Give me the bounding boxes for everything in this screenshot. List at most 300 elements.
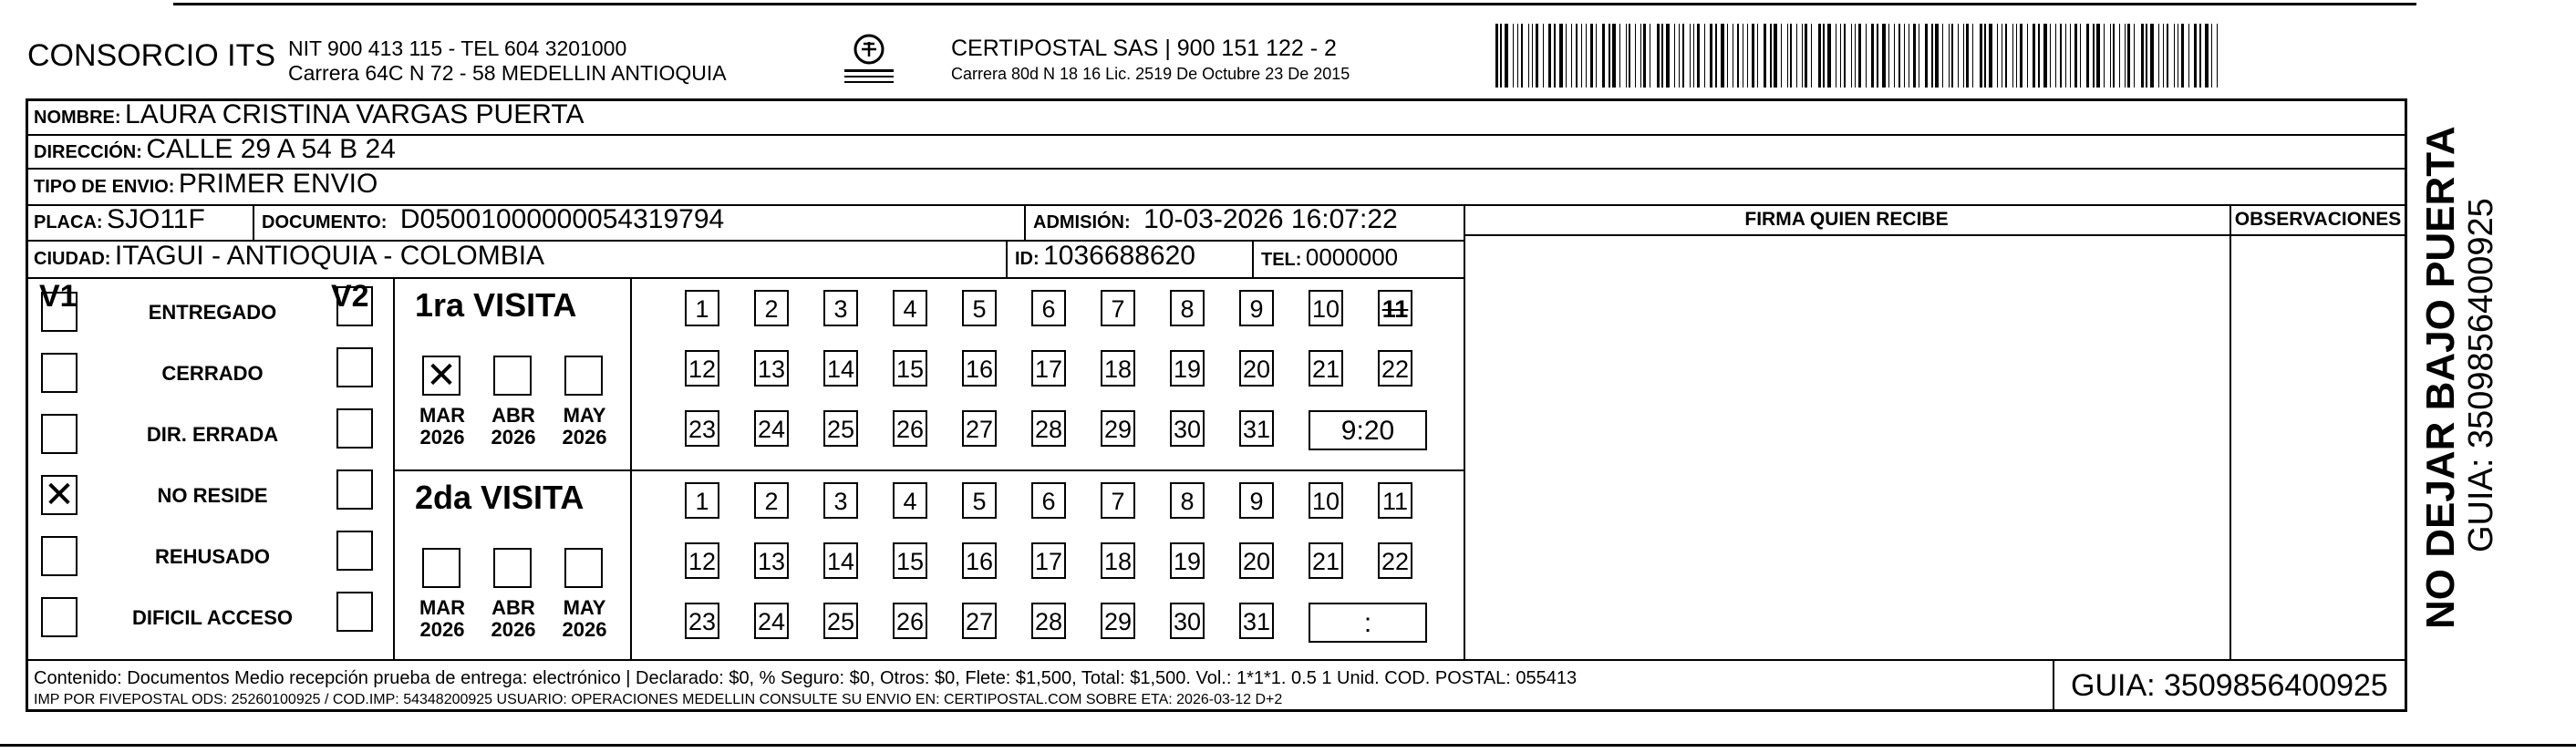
v1-header: V1 bbox=[39, 279, 78, 314]
col-divider bbox=[2053, 659, 2054, 712]
day-box[interactable] bbox=[962, 350, 997, 387]
barcode-bar bbox=[2205, 24, 2209, 88]
day-number: 19 bbox=[1173, 548, 1202, 575]
barcode-bar bbox=[1532, 24, 1533, 88]
barcode-bar bbox=[1566, 24, 1567, 88]
barcode-bar bbox=[2110, 24, 2111, 88]
day-box[interactable] bbox=[1170, 542, 1205, 579]
day-box[interactable] bbox=[823, 290, 858, 326]
day-box[interactable] bbox=[1101, 482, 1135, 519]
barcode-bar bbox=[1855, 24, 1856, 88]
barcode-bar bbox=[2038, 24, 2040, 88]
day-box[interactable] bbox=[893, 482, 927, 519]
day-box[interactable] bbox=[962, 290, 997, 326]
day-number: 22 bbox=[1381, 548, 1410, 575]
day-number: 23 bbox=[688, 608, 717, 635]
barcode-bar bbox=[1704, 24, 1705, 88]
col-divider bbox=[1464, 204, 1465, 659]
day-box[interactable] bbox=[1101, 350, 1135, 387]
barcode-bar bbox=[1963, 24, 1964, 88]
month-label bbox=[415, 597, 470, 641]
barcode-bar bbox=[2134, 24, 2135, 88]
imp-text: IMP POR FIVEPOSTAL ODS: 25260100925 / COD.IMP: 54348200925 USUARIO: OPERACIONES MEDELLIN CONSULTE SU ENVIO EN: CERTIPOSTAL.COM SOBRE ETA: 2026-03-12 D+2 bbox=[34, 692, 1283, 707]
day-number: 18 bbox=[1103, 356, 1133, 383]
barcode-bar bbox=[1925, 24, 1928, 88]
status-v2-checkbox[interactable] bbox=[336, 408, 373, 449]
barcode-bar bbox=[1752, 24, 1754, 88]
day-box[interactable] bbox=[754, 603, 789, 639]
month-checkbox[interactable] bbox=[493, 356, 532, 396]
id-value: 1036688620 bbox=[1043, 241, 1195, 271]
status-option-label: NO RESIDE bbox=[157, 484, 268, 507]
barcode-bar bbox=[1626, 24, 1627, 88]
month-year: 2026 bbox=[419, 618, 465, 641]
day-box[interactable] bbox=[1378, 482, 1412, 519]
col-divider bbox=[1252, 240, 1254, 277]
col-divider bbox=[2229, 204, 2231, 659]
barcode-bar bbox=[1770, 24, 1772, 88]
month-label bbox=[557, 597, 612, 641]
barcode-bar bbox=[2113, 24, 2115, 88]
day-box[interactable] bbox=[1031, 603, 1066, 639]
barcode-bar bbox=[2080, 24, 2081, 88]
visit-title: 2da VISITA bbox=[415, 479, 585, 516]
row-divider bbox=[28, 277, 1464, 279]
tipo-value: PRIMER ENVIO bbox=[178, 169, 378, 199]
barcode-bar bbox=[1495, 24, 1498, 88]
day-number: 12 bbox=[688, 356, 717, 383]
barcode-bar bbox=[1966, 24, 1969, 88]
barcode-bar bbox=[1840, 24, 1841, 88]
day-box[interactable] bbox=[754, 542, 789, 579]
day-box[interactable] bbox=[1170, 350, 1205, 387]
day-box[interactable] bbox=[685, 542, 719, 579]
admision-value: 10-03-2026 16:07:22 bbox=[1143, 204, 1398, 234]
day-number: 14 bbox=[826, 356, 855, 383]
barcode-bar bbox=[1997, 24, 1998, 88]
barcode-bar bbox=[1827, 24, 1831, 88]
month-checkbox[interactable] bbox=[564, 548, 603, 588]
col-divider bbox=[2405, 101, 2406, 659]
visit-time-field[interactable]: : bbox=[1309, 603, 1427, 643]
certipostal-logo bbox=[837, 29, 901, 86]
day-box[interactable] bbox=[823, 350, 858, 387]
barcode-bar bbox=[2104, 24, 2105, 88]
day-number: 27 bbox=[965, 416, 994, 443]
status-option-label: CERRADO bbox=[161, 362, 264, 385]
top-rule bbox=[173, 3, 2416, 5]
barcode-bar bbox=[2074, 24, 2077, 88]
col-divider bbox=[1006, 240, 1008, 277]
month-year: 2026 bbox=[562, 618, 607, 641]
day-number: 10 bbox=[1311, 488, 1340, 515]
barcode-bar bbox=[2016, 24, 2017, 88]
day-number: 4 bbox=[903, 295, 917, 323]
day-number: 29 bbox=[1103, 416, 1133, 443]
day-number: 9 bbox=[1249, 488, 1264, 515]
barcode-bar bbox=[1951, 24, 1953, 88]
day-number: 11 bbox=[1381, 488, 1409, 515]
barcode-bar bbox=[1635, 24, 1636, 88]
day-number: 21 bbox=[1311, 548, 1340, 575]
status-v1-checkbox[interactable]: ✕ bbox=[41, 475, 78, 515]
placa-value: SJO11F bbox=[107, 204, 205, 234]
shipment-form bbox=[26, 98, 2407, 712]
barcode-bar bbox=[1619, 24, 1620, 88]
admision-label: ADMISIÓN: bbox=[1033, 212, 1131, 232]
month-year: 2026 bbox=[562, 426, 607, 449]
day-box[interactable] bbox=[685, 290, 719, 326]
day-number: 17 bbox=[1034, 356, 1063, 383]
barcode-bar bbox=[2027, 24, 2028, 88]
day-box[interactable] bbox=[754, 410, 789, 447]
day-box[interactable] bbox=[823, 482, 858, 519]
status-v1-checkbox[interactable] bbox=[41, 597, 78, 637]
barcode-bar bbox=[1528, 24, 1529, 88]
day-number: 13 bbox=[757, 548, 786, 575]
carrier-name: CERTIPOSTAL SAS | 900 151 122 - 2 bbox=[951, 36, 1337, 61]
day-number: 14 bbox=[826, 548, 855, 575]
month-label bbox=[486, 597, 541, 641]
status-option-label: ENTREGADO bbox=[148, 301, 277, 324]
day-number: 24 bbox=[757, 416, 786, 443]
barcode-bar bbox=[1942, 24, 1943, 88]
day-box[interactable] bbox=[962, 603, 997, 639]
month-year: 2026 bbox=[491, 618, 536, 641]
status-v1-checkbox[interactable] bbox=[41, 536, 78, 576]
barcode-bar bbox=[2065, 24, 2066, 88]
barcode-bar bbox=[1781, 24, 1782, 88]
guia-footer: GUIA: 3509856400925 bbox=[2071, 668, 2388, 703]
day-box[interactable] bbox=[754, 482, 789, 519]
day-box[interactable] bbox=[823, 542, 858, 579]
barcode-bar bbox=[2086, 24, 2089, 88]
status-option-label: DIR. ERRADA bbox=[146, 423, 279, 446]
barcode-bar bbox=[1693, 24, 1694, 88]
day-number: 28 bbox=[1034, 608, 1063, 635]
day-number: 23 bbox=[688, 416, 717, 443]
day-box[interactable] bbox=[1378, 350, 1412, 387]
barcode-bar bbox=[1866, 24, 1867, 88]
day-box[interactable] bbox=[1101, 603, 1135, 639]
day-box[interactable] bbox=[962, 410, 997, 447]
month-label bbox=[486, 405, 541, 449]
tel-label: TEL: bbox=[1261, 250, 1302, 270]
day-box[interactable] bbox=[1239, 603, 1274, 639]
day-number: 20 bbox=[1242, 356, 1271, 383]
barcode-bar bbox=[2093, 24, 2095, 88]
day-number: 10 bbox=[1311, 295, 1340, 323]
day-box[interactable] bbox=[1239, 542, 1274, 579]
barcode-bar bbox=[2033, 24, 2035, 88]
visit-divider bbox=[393, 469, 1464, 471]
day-number: 16 bbox=[965, 548, 994, 575]
barcode-bar bbox=[2141, 24, 2144, 88]
barcode-bar bbox=[1596, 24, 1597, 88]
day-box[interactable] bbox=[893, 350, 927, 387]
company-address: Carrera 64C N 72 - 58 MEDELLIN ANTIOQUIA bbox=[288, 61, 727, 85]
month-year: 2026 bbox=[491, 426, 536, 449]
status-v1-checkbox[interactable] bbox=[41, 353, 78, 393]
day-number: 24 bbox=[757, 608, 786, 635]
day-box[interactable] bbox=[685, 603, 719, 639]
barcode-bar bbox=[2199, 24, 2201, 88]
day-box[interactable] bbox=[1309, 482, 1343, 519]
barcode-bar bbox=[1629, 24, 1630, 88]
barcode-bar bbox=[1790, 24, 1792, 88]
barcode-bar bbox=[1972, 24, 1973, 88]
month-label bbox=[557, 405, 612, 449]
day-box[interactable] bbox=[1239, 410, 1274, 447]
col-divider bbox=[630, 277, 632, 659]
day-number: 25 bbox=[826, 416, 855, 443]
day-number: 17 bbox=[1034, 548, 1063, 575]
day-number: 7 bbox=[1111, 295, 1125, 323]
barcode-bar bbox=[1882, 24, 1886, 88]
day-box[interactable] bbox=[893, 603, 927, 639]
day-number: 2 bbox=[764, 295, 779, 323]
month-checkbox[interactable] bbox=[493, 548, 532, 588]
day-number: 25 bbox=[826, 608, 855, 635]
status-v1-checkbox[interactable] bbox=[41, 292, 78, 332]
company-name: CONSORCIO ITS bbox=[27, 38, 276, 73]
barcode-bar bbox=[1823, 24, 1825, 88]
day-box[interactable] bbox=[1170, 603, 1205, 639]
day-box[interactable] bbox=[893, 290, 927, 326]
documento-value: D05001000000054319794 bbox=[399, 204, 725, 234]
day-number: 20 bbox=[1242, 548, 1271, 575]
day-box[interactable] bbox=[1170, 290, 1205, 326]
barcode-bar bbox=[2188, 24, 2189, 88]
day-number: 6 bbox=[1041, 295, 1056, 323]
day-number: 12 bbox=[688, 548, 717, 575]
firma-header: FIRMA QUIEN RECIBE bbox=[1744, 209, 1949, 230]
day-number: 28 bbox=[1034, 416, 1063, 443]
barcode-bar bbox=[2167, 24, 2168, 88]
day-box[interactable] bbox=[1239, 482, 1274, 519]
day-box[interactable] bbox=[893, 542, 927, 579]
barcode-bar bbox=[1657, 24, 1660, 88]
day-number: 3 bbox=[833, 488, 848, 515]
visit-title: 1ra VISITA bbox=[415, 286, 577, 324]
barcode-bar bbox=[1844, 24, 1846, 88]
status-option-label: DIFICIL ACCESO bbox=[131, 606, 293, 629]
barcode-bar bbox=[1764, 24, 1766, 88]
barcode-bar bbox=[2096, 24, 2100, 88]
barcode-bar bbox=[1818, 24, 1821, 88]
day-box[interactable] bbox=[754, 350, 789, 387]
col-divider bbox=[1024, 204, 1026, 241]
barcode-bar bbox=[1871, 24, 1874, 88]
barcode-bar bbox=[1581, 24, 1582, 88]
barcode-bar bbox=[2012, 24, 2013, 88]
barcode-bar bbox=[1802, 24, 1803, 88]
barcode-bar bbox=[1710, 24, 1712, 88]
footer-divider bbox=[28, 659, 2405, 661]
day-box[interactable] bbox=[962, 482, 997, 519]
day-box[interactable] bbox=[1101, 542, 1135, 579]
company-nit: NIT 900 413 115 - TEL 604 3201000 bbox=[288, 36, 627, 60]
barcode-bar bbox=[2163, 24, 2164, 88]
month-checkbox[interactable] bbox=[564, 356, 603, 396]
day-box[interactable] bbox=[1031, 542, 1066, 579]
barcode-bar bbox=[1811, 24, 1812, 88]
barcode-bar bbox=[2043, 24, 2047, 88]
barcode-bar bbox=[2070, 24, 2071, 88]
status-v2-checkbox[interactable] bbox=[336, 592, 373, 632]
day-number: 5 bbox=[972, 488, 987, 515]
barcode-bar bbox=[1682, 24, 1684, 88]
day-box[interactable] bbox=[823, 603, 858, 639]
day-box[interactable] bbox=[1239, 350, 1274, 387]
day-box[interactable] bbox=[1031, 350, 1066, 387]
barcode-bar bbox=[1609, 24, 1610, 88]
day-number: 27 bbox=[965, 608, 994, 635]
barcode-bar bbox=[1602, 24, 1605, 88]
day-box[interactable] bbox=[1101, 290, 1135, 326]
day-box[interactable] bbox=[823, 410, 858, 447]
day-number: 1 bbox=[695, 488, 709, 515]
barcode-bar bbox=[1505, 24, 1508, 88]
bottom-rule bbox=[0, 744, 2576, 747]
barcode-bar bbox=[1500, 24, 1502, 88]
day-number: 1 bbox=[695, 295, 709, 323]
day-box[interactable] bbox=[893, 410, 927, 447]
status-v2-checkbox[interactable] bbox=[336, 469, 373, 510]
day-number: 21 bbox=[1311, 356, 1340, 383]
barcode-bar bbox=[1690, 24, 1691, 88]
barcode-bar bbox=[2181, 24, 2184, 88]
barcode-bar bbox=[1643, 24, 1646, 88]
barcode-bar bbox=[1989, 24, 1992, 88]
row-divider bbox=[1464, 204, 2405, 206]
barcode-bar bbox=[2127, 24, 2130, 88]
row-divider bbox=[28, 168, 2405, 170]
day-box[interactable] bbox=[1031, 410, 1066, 447]
barcode-bar bbox=[1513, 24, 1514, 88]
day-number: 4 bbox=[903, 488, 917, 515]
tel-value: 0000000 bbox=[1305, 243, 1399, 271]
day-box[interactable] bbox=[685, 350, 719, 387]
barcode-bar bbox=[1674, 24, 1675, 88]
barcode-bar bbox=[2119, 24, 2120, 88]
month-checkbox[interactable] bbox=[422, 548, 460, 588]
day-box[interactable] bbox=[1309, 350, 1343, 387]
barcode-bar bbox=[1774, 24, 1777, 88]
day-box[interactable] bbox=[685, 482, 719, 519]
barcode-bar bbox=[1913, 24, 1916, 88]
barcode-bar bbox=[1559, 24, 1563, 88]
barcode-bar bbox=[1727, 24, 1728, 88]
day-box[interactable] bbox=[1378, 290, 1412, 326]
barcode-bar bbox=[1805, 24, 1807, 88]
month-label bbox=[415, 405, 470, 449]
day-box[interactable] bbox=[1101, 410, 1135, 447]
status-v2-checkbox[interactable] bbox=[336, 531, 373, 571]
barcode-bar bbox=[1697, 24, 1700, 88]
day-box[interactable] bbox=[754, 290, 789, 326]
barcode-bar bbox=[1898, 24, 1900, 88]
month-name: ABR bbox=[491, 404, 535, 427]
barcode-bar bbox=[2050, 24, 2051, 88]
status-v2-checkbox[interactable] bbox=[336, 347, 373, 387]
barcode-bar bbox=[2125, 24, 2126, 88]
barcode-bar bbox=[1949, 24, 1950, 88]
barcode-bar bbox=[1661, 24, 1663, 88]
day-box[interactable] bbox=[1031, 290, 1066, 326]
day-number: 3 bbox=[833, 295, 848, 323]
barcode-bar bbox=[1958, 24, 1959, 88]
day-box[interactable] bbox=[1378, 542, 1412, 579]
barcode-bar bbox=[1737, 24, 1739, 88]
day-number: 22 bbox=[1381, 356, 1410, 383]
day-box[interactable] bbox=[1170, 482, 1205, 519]
day-box[interactable] bbox=[1239, 290, 1274, 326]
no-dejar-warning: NO DEJAR BAJO PUERTA bbox=[2418, 126, 2463, 629]
day-box[interactable] bbox=[1309, 542, 1343, 579]
barcode-bar bbox=[1679, 24, 1680, 88]
barcode-bar bbox=[1894, 24, 1895, 88]
barcode-bar bbox=[1536, 24, 1538, 88]
day-number: 15 bbox=[895, 548, 925, 575]
day-box[interactable] bbox=[685, 410, 719, 447]
id-label: ID: bbox=[1015, 249, 1040, 269]
day-number: 5 bbox=[972, 295, 987, 323]
barcode-bar bbox=[1571, 24, 1572, 88]
day-number: 15 bbox=[895, 356, 925, 383]
day-number: 11 bbox=[1381, 295, 1409, 323]
day-box[interactable] bbox=[1170, 410, 1205, 447]
barcode-bar bbox=[2060, 24, 2062, 88]
ciudad-value: ITAGUI - ANTIOQUIA - COLOMBIA bbox=[114, 241, 545, 271]
status-option-label: REHUSADO bbox=[155, 545, 270, 568]
barcode-bar bbox=[2020, 24, 2023, 88]
direccion-label: DIRECCIÓN: bbox=[34, 142, 142, 162]
day-number: 6 bbox=[1041, 488, 1056, 515]
day-number: 30 bbox=[1173, 416, 1202, 443]
barcode-bar bbox=[1787, 24, 1788, 88]
barcode-bar bbox=[1640, 24, 1641, 88]
barcode-bar bbox=[2211, 24, 2212, 88]
month-checkbox[interactable]: ✕ bbox=[422, 356, 460, 396]
status-v2-checkbox[interactable] bbox=[336, 286, 373, 326]
day-number: 18 bbox=[1103, 548, 1133, 575]
documento-label: DOCUMENTO: bbox=[262, 212, 388, 232]
status-v1-checkbox[interactable] bbox=[41, 414, 78, 454]
barcode-bar bbox=[2217, 24, 2218, 88]
observaciones-header: OBSERVACIONES bbox=[2234, 209, 2402, 230]
day-box[interactable] bbox=[962, 542, 997, 579]
day-number: 8 bbox=[1180, 295, 1195, 323]
barcode-bar bbox=[2194, 24, 2197, 88]
barcode-bar bbox=[2146, 24, 2147, 88]
nombre-value: LAURA CRISTINA VARGAS PUERTA bbox=[125, 99, 585, 129]
day-box[interactable] bbox=[1309, 290, 1343, 326]
barcode bbox=[1495, 24, 2225, 88]
barcode-bar bbox=[1548, 24, 1551, 88]
barcode-bar bbox=[1721, 24, 1724, 88]
ciudad-label: CIUDAD: bbox=[34, 249, 111, 269]
barcode-bar bbox=[1858, 24, 1861, 88]
barcode-bar bbox=[1796, 24, 1797, 88]
visit-time-field[interactable]: 9:20 bbox=[1309, 410, 1427, 450]
barcode-bar bbox=[1666, 24, 1670, 88]
placa-label: PLACA: bbox=[34, 212, 103, 232]
day-number: 19 bbox=[1173, 356, 1202, 383]
col-divider bbox=[253, 204, 254, 241]
day-box[interactable] bbox=[1031, 482, 1066, 519]
barcode-bar bbox=[1931, 24, 1933, 88]
